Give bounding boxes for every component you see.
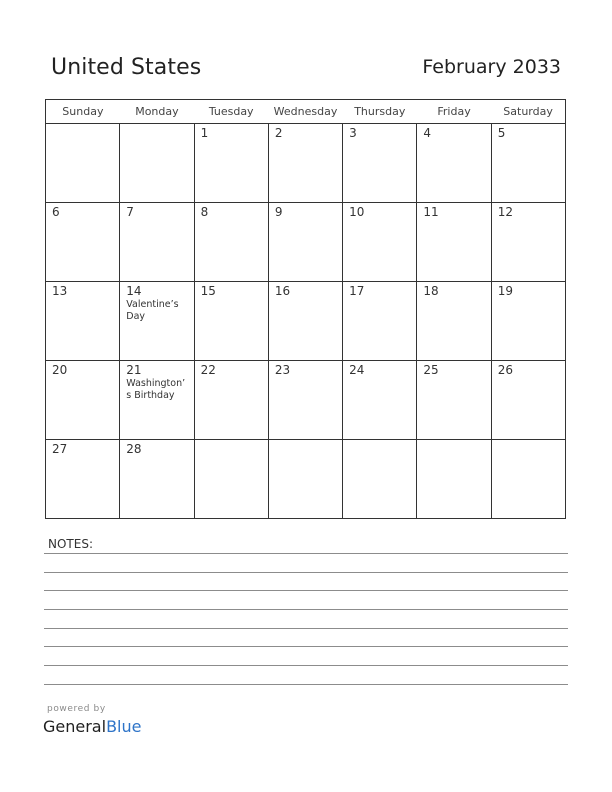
calendar-day-cell (343, 440, 417, 519)
calendar-day-cell (343, 203, 417, 282)
note-line (44, 646, 568, 647)
calendar-day-cell (491, 282, 565, 361)
day-number: 4 (423, 126, 432, 140)
day-number: 20 (52, 363, 68, 377)
calendar-day-cell (46, 440, 120, 519)
day-number: 26 (497, 363, 513, 377)
notes-label: NOTES: (48, 537, 93, 551)
calendar-day-cell (120, 124, 194, 203)
calendar-grid (45, 99, 566, 519)
weekday-friday: Friday (417, 100, 491, 124)
day-number: 19 (497, 284, 513, 298)
brand-logo (43, 717, 141, 736)
calendar-day-cell (268, 440, 342, 519)
weekday-tuesday: Tuesday (194, 100, 268, 124)
day-number: 8 (200, 205, 209, 219)
calendar-day-cell (491, 203, 565, 282)
calendar-day-cell (491, 361, 565, 440)
calendar-day-cell (120, 203, 194, 282)
weekday-wednesday: Wednesday (268, 100, 342, 124)
weekday-monday: Monday (120, 100, 194, 124)
note-line (44, 572, 568, 573)
day-number: 13 (52, 284, 68, 298)
calendar-day-cell (194, 361, 268, 440)
day-number: 16 (274, 284, 291, 298)
calendar-day-cell (268, 282, 342, 361)
calendar-day-cell (343, 282, 417, 361)
calendar-day-cell (194, 282, 268, 361)
day-number: 1 (200, 126, 209, 140)
calendar-day-cell (46, 203, 120, 282)
day-number: 15 (200, 284, 216, 298)
calendar-day-cell (194, 440, 268, 519)
day-number: 24 (349, 363, 365, 377)
calendar-day-cell (120, 361, 194, 440)
weekday-thursday: Thursday (343, 100, 417, 124)
brand-blue-text: Blue (106, 717, 142, 736)
day-number: 27 (52, 442, 68, 456)
day-number: 28 (126, 442, 142, 456)
day-number: 9 (274, 205, 283, 219)
calendar-week-row (46, 124, 566, 203)
calendar-day-cell (120, 440, 194, 519)
day-number: 21 (126, 363, 142, 377)
calendar-day-cell (268, 203, 342, 282)
calendar-week-row (46, 440, 566, 519)
calendar-day-cell (417, 361, 491, 440)
brand-general-text: General (43, 717, 107, 736)
calendar-day-cell (120, 282, 194, 361)
day-number: 14 (126, 284, 142, 298)
holiday-label: Washington’s Birthday (126, 378, 186, 401)
calendar-day-cell (268, 124, 342, 203)
calendar-day-cell (46, 124, 120, 203)
calendar-week-row (46, 282, 566, 361)
month-year-title: February 2033 (422, 56, 561, 78)
note-line (44, 684, 568, 685)
day-number: 12 (497, 205, 513, 219)
calendar-day-cell (46, 361, 120, 440)
calendar-day-cell (46, 282, 120, 361)
day-number: 11 (423, 205, 439, 219)
note-line (44, 628, 568, 629)
day-number: 17 (349, 284, 365, 298)
note-line (44, 665, 568, 666)
weekday-sunday: Sunday (46, 100, 120, 124)
calendar-day-cell (194, 203, 268, 282)
day-number: 25 (423, 363, 439, 377)
calendar-day-cell (194, 124, 268, 203)
day-number: 10 (349, 205, 365, 219)
calendar-day-cell (417, 440, 491, 519)
day-number: 23 (274, 363, 291, 377)
day-number: 7 (126, 205, 134, 219)
weekday-header-row (46, 100, 566, 124)
calendar-week-row (46, 361, 566, 440)
country-title: United States (51, 55, 202, 80)
note-line (44, 553, 568, 554)
day-number: 5 (497, 126, 506, 140)
powered-by-text: powered by (47, 704, 106, 714)
calendar-day-cell (491, 440, 565, 519)
calendar-week-row (46, 203, 566, 282)
holiday-label: Valentine’s Day (126, 299, 179, 322)
calendar-day-cell (491, 124, 565, 203)
day-number: 2 (274, 126, 283, 140)
day-number: 18 (423, 284, 439, 298)
calendar-day-cell (268, 361, 342, 440)
day-number: 3 (349, 126, 357, 140)
calendar-body (46, 124, 566, 519)
calendar-day-cell (417, 282, 491, 361)
calendar-day-cell (343, 124, 417, 203)
note-line (44, 590, 568, 591)
calendar-day-cell (417, 203, 491, 282)
calendar-day-cell (343, 361, 417, 440)
calendar-day-cell (417, 124, 491, 203)
day-number: 6 (52, 205, 60, 219)
weekday-saturday: Saturday (491, 100, 565, 124)
day-number: 22 (200, 363, 216, 377)
note-line (44, 609, 568, 610)
